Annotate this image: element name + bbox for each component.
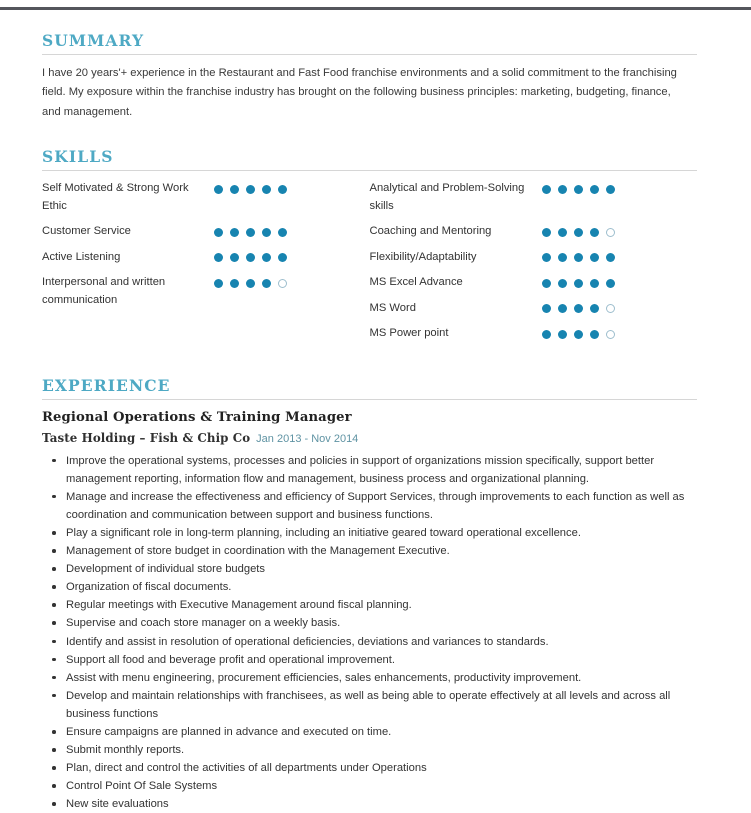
resume-content [0, 10, 751, 813]
rating-dot-filled [214, 228, 223, 237]
skill-label: Coaching and Mentoring [369, 225, 492, 238]
rating-dot-filled [574, 279, 583, 288]
rating-dot-empty [278, 279, 287, 288]
skill-row [370, 249, 698, 267]
skill-rating-dots [542, 249, 622, 267]
job-bullet: Support all food and beverage profit and operational improvement. [64, 651, 714, 669]
rating-dot-filled [246, 253, 255, 262]
job-bullet: Develop and maintain relationships with franchisees, as well as being able to operate effectively at all levels and across all business functions [64, 687, 714, 723]
rating-dot-filled [542, 279, 551, 288]
rating-dot-filled [542, 304, 551, 313]
summary-section [42, 32, 697, 122]
rating-dot-filled [542, 185, 551, 194]
rating-dot-filled [574, 185, 583, 194]
rating-dot-filled [542, 253, 551, 262]
job-bullet: Manage and increase the effectiveness and efficiency of Support Services, through improvements to each function as well as coordination and communication between support and business functions. [64, 488, 714, 524]
skill-row [370, 300, 698, 318]
skill-row [370, 325, 698, 343]
job-bullet: Plan, direct and control the activities of all departments under Operations [64, 759, 714, 777]
rating-dot-filled [246, 228, 255, 237]
skill-rating-dots [214, 180, 294, 198]
summary-heading: SUMMARY [42, 31, 145, 50]
skill-row [42, 249, 370, 267]
rating-dot-filled [214, 253, 223, 262]
rating-dot-filled [230, 253, 239, 262]
rating-dot-filled [558, 228, 567, 237]
rating-dot-filled [590, 228, 599, 237]
skills-columns [42, 180, 697, 351]
rating-dot-empty [606, 330, 615, 339]
top-cutoff-strip [0, 0, 751, 7]
rating-dot-filled [214, 279, 223, 288]
skill-row [370, 180, 698, 215]
experience-section [42, 377, 697, 813]
rating-dot-filled [558, 253, 567, 262]
job-bullet: Improve the operational systems, processes and policies in support of organizations mission specifically, support better management reporting, information flow and management, business process and organizational planning. [64, 452, 714, 488]
rating-dot-filled [246, 185, 255, 194]
skill-label: Interpersonal and written communication [42, 276, 166, 306]
job-bullet: Supervise and coach store manager on a weekly basis. [64, 614, 714, 632]
rating-dot-filled [574, 304, 583, 313]
spacer-summary-skills [42, 122, 697, 148]
skill-row [370, 223, 698, 241]
skill-label: MS Excel Advance [369, 276, 463, 289]
rating-dot-filled [262, 253, 271, 262]
rating-dot-filled [542, 330, 551, 339]
rating-dot-filled [214, 185, 223, 194]
skill-rating-dots [542, 300, 622, 318]
job-meta [42, 427, 697, 449]
job-bullet: Assist with menu engineering, procurement efficiencies, sales enhancements, productivity improvement. [64, 669, 714, 687]
rating-dot-filled [574, 228, 583, 237]
skills-section [42, 148, 697, 351]
rating-dot-filled [590, 279, 599, 288]
rating-dot-filled [574, 330, 583, 339]
skill-label: Active Listening [42, 250, 121, 263]
rating-dot-filled [590, 185, 599, 194]
skill-label: Self Motivated & Strong Work Ethic [42, 182, 189, 212]
rating-dot-filled [558, 185, 567, 194]
rating-dot-filled [262, 185, 271, 194]
rating-dot-filled [590, 330, 599, 339]
skill-label: Analytical and Problem-Solving skills [369, 182, 525, 212]
rating-dot-filled [278, 228, 287, 237]
rating-dot-filled [558, 304, 567, 313]
skill-row [370, 274, 698, 292]
skill-row [42, 274, 370, 309]
rating-dot-filled [230, 228, 239, 237]
rating-dot-filled [278, 185, 287, 194]
rating-dot-filled [574, 253, 583, 262]
job-bullet: Play a significant role in long-term planning, including an initiative geared toward operational excellence. [64, 524, 714, 542]
job-company: Taste Holding – Fish & Chip Co [42, 431, 251, 446]
rating-dot-filled [590, 253, 599, 262]
rating-dot-filled [590, 304, 599, 313]
job-bullet: Ensure campaigns are planned in advance and executed on time. [64, 723, 714, 741]
rating-dot-filled [262, 228, 271, 237]
rating-dot-filled [606, 185, 615, 194]
job-bullet: Management of store budget in coordination with the Management Executive. [64, 542, 714, 560]
skill-row [42, 180, 370, 215]
spacer-top [42, 10, 697, 32]
spacer-skills-experience [42, 351, 697, 377]
job-bullet: Identify and assist in resolution of operational deficiencies, deviations and variances to standards. [64, 633, 714, 651]
skills-right-column [370, 180, 698, 351]
job-dates: Jan 2013 - Nov 2014 [256, 433, 359, 446]
skill-rating-dots [542, 274, 622, 292]
job-bullet: Development of individual store budgets [64, 560, 714, 578]
skills-left-column [42, 180, 370, 351]
skill-label: MS Power point [369, 327, 449, 340]
job-bullet-list [42, 452, 714, 813]
job-bullet: Control Point Of Sale Systems [64, 777, 714, 795]
skill-rating-dots [214, 274, 294, 292]
job-bullet: New site evaluations [64, 795, 714, 813]
rating-dot-filled [558, 279, 567, 288]
summary-text: I have 20 years'+ experience in the Restaurant and Fast Food franchise environments and a solid commitment to the franchising field. My exposure within the franchise industry has brought on the following business principles: marketing, budgeting, finance, and management. [42, 67, 677, 118]
skill-label: Flexibility/Adaptability [369, 250, 477, 263]
skill-label: MS Word [369, 301, 416, 314]
rating-dot-empty [606, 304, 615, 313]
skill-rating-dots [214, 223, 294, 241]
rating-dot-filled [246, 279, 255, 288]
skill-label: Customer Service [42, 225, 131, 238]
experience-job [42, 409, 697, 813]
rating-dot-filled [230, 185, 239, 194]
skills-heading: SKILLS [42, 147, 114, 167]
job-bullet: Submit monthly reports. [64, 741, 714, 759]
skill-rating-dots [214, 249, 294, 267]
rating-dot-empty [606, 228, 615, 237]
rating-dot-filled [558, 330, 567, 339]
rating-dot-filled [606, 253, 615, 262]
skill-row [42, 223, 370, 241]
skill-rating-dots [542, 180, 622, 198]
experience-heading-rule [42, 399, 697, 400]
rating-dot-filled [230, 279, 239, 288]
rating-dot-filled [606, 279, 615, 288]
summary-heading-rule [42, 54, 697, 55]
rating-dot-filled [542, 228, 551, 237]
experience-heading: EXPERIENCE [42, 375, 171, 395]
rating-dot-filled [278, 253, 287, 262]
skill-rating-dots [542, 325, 622, 343]
rating-dot-filled [262, 279, 271, 288]
skills-heading-rule [42, 170, 697, 171]
job-bullet: Organization of fiscal documents. [64, 578, 714, 596]
skill-rating-dots [542, 223, 622, 241]
job-bullet: Regular meetings with Executive Management around fiscal planning. [64, 596, 714, 614]
experience-jobs [42, 409, 697, 813]
job-title: Regional Operations & Training Manager [42, 409, 352, 425]
